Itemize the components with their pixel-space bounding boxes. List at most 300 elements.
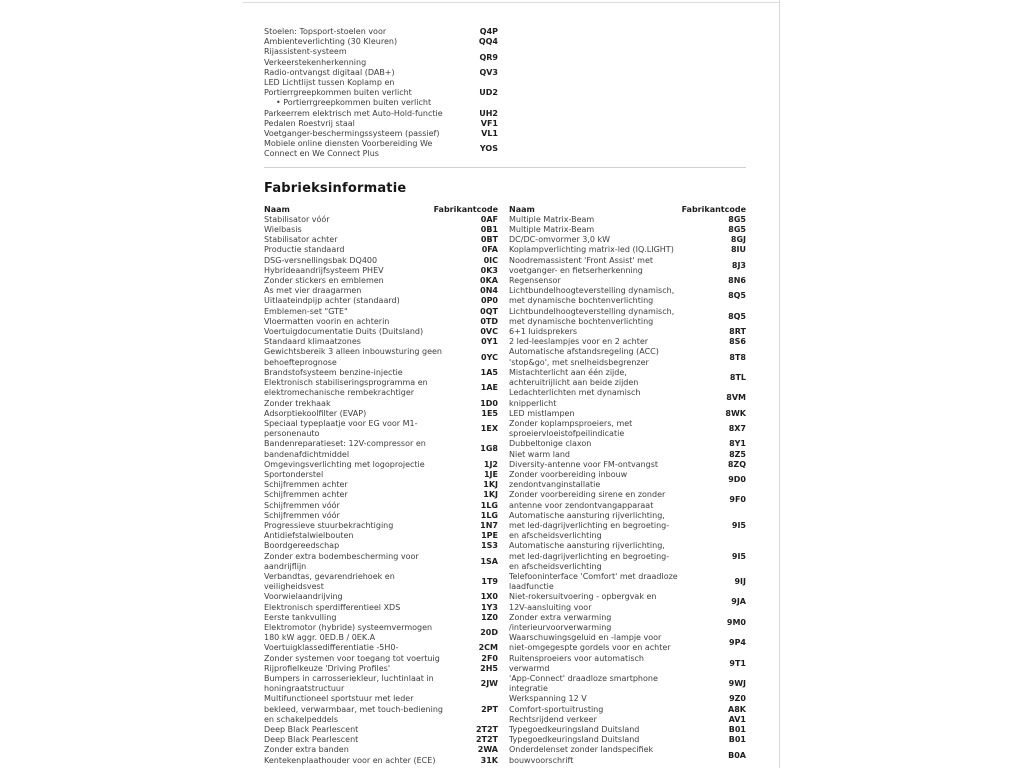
factory-row-name [264, 276, 476, 286]
factory-row-code: 0KA [480, 276, 498, 286]
factory-row-code: 1EX [480, 424, 498, 433]
factory-row-name-line: Telefooninterface 'Comfort' met draadloze [509, 571, 678, 581]
factory-row-name [264, 735, 472, 745]
factory-row [509, 276, 746, 286]
option-row-code: VL1 [481, 129, 498, 139]
factory-row [264, 347, 498, 367]
factory-row-name-line: Rijprofielkeuze 'Driving Profiles' [264, 663, 391, 673]
factory-row [509, 419, 746, 439]
factory-row-name-line: elektromechanische rembekrachtiger [264, 388, 415, 398]
factory-row-name [509, 490, 725, 510]
factory-row-name [264, 245, 478, 255]
factory-row-name-line: Deep Black Pearlescent [264, 725, 359, 734]
factory-row-name-line: Lichtbundelhoogteverstelling dynamisch, [509, 286, 675, 296]
factory-row-name [264, 521, 476, 531]
option-row-code: Q4P [479, 27, 498, 36]
factory-row-name [509, 694, 725, 704]
column-header-fabrikantcode: Fabrikantcode [681, 204, 746, 214]
factory-row-name-line: Hybrideaandrijfsysteem PHEV [264, 265, 384, 275]
factory-row-name-line: Lichtbundelhoogteverstelling dynamisch, [509, 306, 675, 316]
factory-row-name-line: LED mistlampen [509, 408, 575, 418]
factory-row-code: 8X7 [728, 424, 746, 433]
factory-row-name-line: Bumpers in carrosseriekleur, luchtinlaat in [264, 673, 434, 683]
factory-row-code: B0A [728, 750, 746, 760]
option-row [264, 68, 498, 78]
factory-row-name [264, 327, 476, 337]
factory-row-code: 8G5 [728, 225, 746, 235]
factory-row-code: 1JE [483, 469, 498, 479]
factory-row-code: 1E5 [481, 408, 498, 418]
factory-row-name-line: integratie [509, 684, 548, 694]
factory-row [509, 388, 746, 408]
factory-row [264, 531, 498, 541]
factory-row-code: 2JW [480, 679, 498, 689]
factory-row [264, 266, 498, 276]
factory-row-name-line: Zonder voorbereiding inbouw [509, 469, 628, 479]
factory-row-code: A8K [728, 704, 746, 714]
option-row-code: QV3 [479, 67, 498, 77]
factory-row [264, 756, 498, 766]
column-header-row [264, 205, 498, 215]
option-row [264, 109, 498, 119]
factory-row-name-line: veiligheidsvest [264, 582, 324, 592]
option-row [264, 119, 498, 129]
factory-row-name [509, 215, 724, 225]
factory-row-name-line: Bandenreparatieset: 12V-compressor en [264, 439, 426, 449]
factory-row-name-line: achteruitrijlicht aan beide zijden [509, 378, 639, 388]
factory-row-name-line: bekleed, verwarmbaar, met touch-bediening [264, 704, 443, 714]
factory-row-name-line: verwarmd [509, 663, 550, 673]
factory-row [264, 327, 498, 337]
factory-row-name-line: Zonder stickers en emblemen [264, 276, 384, 286]
factory-row-name-line: Elektronisch stabiliseringsprogramma en [264, 378, 428, 388]
factory-row-name-line: Progressieve stuurbekrachtiging [264, 520, 394, 530]
factory-row-name [509, 368, 726, 388]
factory-row-name [264, 235, 477, 245]
factory-row-name-line: Kentekenplaathouder voor en achter (ECE) [264, 755, 436, 765]
factory-row-name-line: voetganger- en fietserherkenning [509, 265, 643, 275]
option-row-name [264, 129, 477, 139]
factory-row-name-line: Schijfremmen achter [264, 480, 348, 490]
factory-row-name-line: Zonder extra banden [264, 745, 349, 755]
factory-row-name-line: Voertuigklassedifferentiatie -5H0- [264, 643, 399, 653]
factory-row-name-line: Automatische afstandsregeling (ACC) [509, 347, 659, 357]
factory-row [264, 745, 498, 755]
section-divider [264, 167, 746, 168]
factory-row [509, 307, 746, 327]
factory-row-name-line: Stabilisator achter [264, 235, 338, 245]
factory-row-name [264, 643, 475, 653]
option-row-name [264, 109, 475, 119]
factory-row-name [264, 490, 479, 500]
factory-row [264, 654, 498, 664]
factory-row-name [509, 419, 725, 439]
factory-row-name-line: Eerste tankvulling [264, 612, 337, 622]
factory-row-name [264, 256, 480, 266]
factory-row-name [264, 225, 477, 235]
option-row-name [264, 139, 476, 159]
option-row-name-line: Radio-ontvangst digitaal (DAB+) [264, 67, 395, 77]
option-row-name [264, 27, 476, 37]
factory-row-code: 1Y3 [481, 602, 498, 612]
factory-row-name [264, 694, 477, 725]
factory-row-name-line: Speciaal typeplaatje voor EG voor M1- [264, 418, 418, 428]
factory-row-code: 9P4 [729, 638, 746, 648]
factory-row-name [264, 501, 477, 511]
factory-row-name [509, 450, 725, 460]
factory-row [264, 409, 498, 419]
factory-row-name [264, 664, 476, 674]
factory-row [509, 337, 746, 347]
factory-row [264, 664, 498, 674]
factory-row-code: 1A5 [480, 367, 498, 377]
factory-row-name [509, 592, 727, 612]
factory-row-name-line: Noodremassistent 'Front Assist' met [509, 255, 654, 265]
factory-row-code: 1G8 [480, 444, 498, 454]
factory-row-name-line: Zonder extra bodembescherming voor [264, 551, 419, 561]
factory-row-name-line: antenne voor zendontvangapparaat [509, 500, 654, 510]
factory-row-name [264, 419, 477, 439]
factory-row-name-line: met led-dagrijverlichting en begroeting- [509, 520, 670, 530]
factory-row-code: 9IJ [734, 577, 746, 587]
factory-info-left-column [264, 205, 498, 766]
factory-row-name-line: laadfunctie [509, 582, 554, 592]
factory-row-name [264, 266, 477, 276]
factory-row [509, 409, 746, 419]
option-row [264, 47, 498, 67]
option-row [264, 129, 498, 139]
factory-row-name-line: bandenafdichtmiddel [264, 449, 350, 459]
factory-row-name [509, 347, 725, 367]
document-content [264, 27, 746, 766]
option-row-name-line: Portierrgreepkommen buiten verlicht [264, 88, 412, 98]
factory-row-name [509, 225, 724, 235]
factory-row-code: 0K3 [480, 265, 498, 275]
factory-row-name-line: Verbandtas, gevarendriehoek en [264, 571, 395, 581]
factory-row-code: 1T9 [481, 577, 498, 587]
factory-row-code: 8WK [725, 408, 746, 418]
factory-row-name-line: DC/DC-omvormer 3,0 kW [509, 235, 611, 245]
factory-row-name-line: Schijfremmen achter [264, 490, 348, 500]
factory-row-code: 1D0 [480, 398, 498, 408]
factory-row [264, 470, 498, 480]
factory-row-name [509, 745, 724, 765]
factory-row-name [264, 368, 477, 378]
factory-row-name [509, 613, 723, 633]
factory-row-name-line: zendontvanginstallatie [509, 480, 601, 490]
factory-row [509, 327, 746, 337]
factory-row [264, 225, 498, 235]
factory-row-name-line: Waarschuwingsgeluid en -lampje voor [509, 633, 662, 643]
factory-row-name-line: 2 led-leeslampjes voor en 2 achter [509, 337, 649, 347]
factory-row [264, 613, 498, 623]
factory-row [264, 460, 498, 470]
factory-row-name [264, 745, 474, 755]
factory-row-code: 0B1 [480, 225, 498, 235]
factory-row-code: 2CM [478, 643, 498, 653]
factory-row-code: AV1 [728, 714, 746, 724]
factory-row-name-line: Voorwielaandrijving [264, 592, 343, 602]
factory-info-right-rows [509, 215, 746, 766]
option-row-name-line: Ambienteverlichting (30 Kleuren) [264, 37, 398, 47]
factory-row [509, 572, 746, 592]
factory-row [264, 235, 498, 245]
option-row-code: UH2 [479, 108, 498, 118]
factory-row-name-line: Diversity-antenne voor FM-ontvangst [509, 459, 659, 469]
factory-row-name-line: 'stop&go', met snelheidsbegrenzer [509, 357, 649, 367]
equipment-options-list [264, 27, 498, 160]
factory-row-name [509, 470, 724, 490]
factory-row [509, 215, 746, 225]
factory-row-name [509, 715, 725, 725]
factory-row [264, 276, 498, 286]
factory-row-name [509, 511, 728, 542]
factory-row-code: 0IC [483, 255, 498, 265]
factory-row-name [264, 531, 477, 541]
factory-row-name [509, 460, 724, 470]
factory-row-name-line: 6+1 luidsprekers [509, 327, 578, 337]
factory-row [509, 715, 746, 725]
factory-row-code: 9M0 [726, 617, 746, 627]
factory-row-code: 2H5 [480, 663, 498, 673]
factory-row-name [509, 633, 725, 653]
factory-row-name-line: Zonder extra verwarming [509, 612, 612, 622]
factory-row-name-line: DSG-versnellingsbak DQ400 [264, 255, 378, 265]
factory-row-code: 8IU [730, 245, 746, 255]
option-row-name [264, 68, 475, 78]
factory-row-name [509, 256, 728, 276]
factory-row-name [509, 725, 725, 735]
factory-row-name [509, 327, 725, 337]
factory-row-name [264, 409, 477, 419]
factory-row-code: 1KJ [483, 490, 498, 500]
factory-row [264, 378, 498, 398]
factory-row-name-line: Comfort-sportuitrusting [509, 704, 604, 714]
factory-row-name-line: honingraatstructuur [264, 684, 345, 694]
factory-row-code: 9WJ [728, 679, 746, 689]
factory-row-name [509, 235, 727, 245]
factory-row [264, 694, 498, 725]
factory-row-name [509, 572, 730, 592]
option-row-code: QR9 [479, 52, 498, 62]
factory-row-name-line: Regensensor [509, 276, 561, 286]
option-row-name [264, 47, 475, 67]
factory-row-code: 9I5 [731, 551, 746, 561]
factory-row-name-line: Schijfremmen vóór [264, 510, 340, 520]
factory-row-code: 0VC [480, 327, 498, 337]
factory-row-code: 1X0 [480, 592, 498, 602]
option-row-name-line: Stoelen: Topsport-stoelen voor [264, 27, 387, 36]
factory-row [264, 501, 498, 511]
factory-row-name [264, 460, 480, 470]
factory-row [264, 317, 498, 327]
factory-row-code: 8T8 [729, 352, 746, 362]
factory-row-code: 20D [480, 628, 498, 638]
factory-row-name [509, 439, 725, 449]
factory-row-code: 2T2T [475, 735, 498, 745]
option-row-name-line: Mobiele online diensten Voorbereiding We [264, 139, 433, 149]
factory-row-name [264, 613, 477, 623]
factory-row [509, 245, 746, 255]
factory-row [264, 511, 498, 521]
factory-row-code: 1Z0 [481, 612, 498, 622]
factory-row-code: 8RT [729, 327, 746, 337]
factory-row [264, 572, 498, 592]
factory-row [264, 296, 498, 306]
factory-row [264, 368, 498, 378]
factory-row-name [509, 286, 724, 306]
factory-row-name-line: niet-omgegespte gordels voor en achter [509, 643, 671, 653]
factory-row-name [509, 541, 728, 572]
factory-row-code: 1PE [481, 531, 498, 541]
factory-row-name-line: Typegoedkeuringsland Duitsland [509, 735, 640, 745]
factory-row-name [264, 654, 477, 664]
factory-row-code: 8VM [726, 393, 746, 403]
factory-row-name-line: Emblemen-set "GTE" [264, 306, 348, 316]
factory-row [509, 745, 746, 765]
option-row [264, 78, 498, 109]
factory-row-name-line: Dubbeltonige claxon [509, 439, 592, 449]
factory-row-name-line: sproeiervloeistofpeilindicatie [509, 429, 625, 439]
factory-row-name [264, 317, 476, 327]
factory-row [264, 603, 498, 613]
factory-row [509, 705, 746, 715]
factory-row-name-line: Voertuigdocumentatie Duits (Duitsland) [264, 327, 424, 337]
option-row-name-line: Pedalen Roestvrij staal [264, 118, 355, 128]
factory-row [264, 245, 498, 255]
option-row-name-line: Connect en We Connect Plus [264, 149, 379, 159]
factory-row [509, 541, 746, 572]
factory-row-code: 9T1 [729, 658, 746, 668]
factory-row [264, 541, 498, 551]
factory-row-name-line: As met vier draagarmen [264, 286, 362, 296]
factory-row [264, 521, 498, 531]
factory-row-code: 1LG [480, 510, 498, 520]
factory-row-code: 0YC [481, 352, 498, 362]
factory-row [509, 725, 746, 735]
factory-row-name-line: Zonder koplampsproeiers, met [509, 418, 633, 428]
factory-row-name-line: Elektromotor (hybride) systeemvermogen [264, 622, 433, 632]
factory-row-code: 1N7 [480, 520, 498, 530]
factory-row-name-line: Multiple Matrix-Beam [509, 225, 595, 235]
factory-row-code: B01 [728, 735, 746, 745]
factory-row-name-line: Schijfremmen vóór [264, 500, 340, 510]
factory-row-code: 9JA [731, 597, 746, 607]
factory-row-name [264, 296, 477, 306]
factory-row [264, 419, 498, 439]
factory-row [264, 490, 498, 500]
factory-row-code: 8J3 [731, 260, 746, 270]
factory-row [509, 347, 746, 367]
factory-row-name-line: Deep Black Pearlescent [264, 735, 359, 745]
factory-row [264, 480, 498, 490]
factory-row [509, 592, 746, 612]
factory-row-code: 1LG [480, 500, 498, 510]
factory-row [509, 235, 746, 245]
factory-row-name [264, 347, 477, 367]
factory-row [509, 460, 746, 470]
option-row-name-line: Verkeerstekenherkenning [264, 57, 367, 67]
factory-row-code: 8ZQ [727, 459, 746, 469]
factory-row-name [509, 409, 721, 419]
factory-row-name-line: Niet-rokersuitvoering - opbergvak en [509, 592, 657, 602]
factory-row-name [264, 215, 477, 225]
factory-row-code: 9I5 [731, 520, 746, 530]
factory-row [264, 307, 498, 317]
factory-row-name-line: Mistachterlicht aan één zijde, [509, 367, 627, 377]
factory-row-name-line: Rechtsrijdend verkeer [509, 714, 597, 724]
factory-row-name-line: en afscheidsverlichting [509, 531, 602, 541]
factory-row [509, 490, 746, 510]
factory-row-name [509, 388, 722, 408]
factory-row-code: 0FA [481, 245, 498, 255]
factory-row [509, 450, 746, 460]
factory-row-code: 0Y1 [481, 337, 498, 347]
factory-row [264, 256, 498, 266]
factory-row-code: 8Z5 [729, 449, 746, 459]
factory-row-name [264, 307, 476, 317]
factory-row [264, 552, 498, 572]
factory-info-left-rows [264, 215, 498, 766]
factory-row-name [264, 756, 477, 766]
factory-row-code: 0TD [480, 316, 498, 326]
factory-row-code: 8N6 [728, 276, 746, 286]
factory-row-code: 2PT [481, 704, 498, 714]
factory-row-name-line: Niet warm land [509, 449, 571, 459]
factory-row-name [509, 674, 725, 694]
factory-row [264, 337, 498, 347]
factory-row-name-line: Omgevingsverlichting met logoprojectie [264, 459, 425, 469]
factory-row-code: 0P0 [481, 296, 498, 306]
factory-row [264, 674, 498, 694]
page-top-border [243, 2, 779, 3]
factory-row-code: 0QT [480, 306, 498, 316]
option-row-name [264, 37, 475, 47]
factory-row-code: 2WA [477, 745, 498, 755]
factory-row [509, 470, 746, 490]
option-row-name [264, 119, 477, 129]
option-row-code: VF1 [480, 118, 498, 128]
factory-row-name-line: Multifunctioneel sportstuur met leder [264, 694, 414, 704]
factory-row [509, 511, 746, 542]
factory-row-code: 9F0 [729, 495, 746, 505]
factory-row-code: 2T2T [475, 725, 498, 734]
option-row [264, 139, 498, 159]
factory-row-name [264, 541, 477, 551]
factory-row-name-line: Zonder systemen voor toegang tot voertuig [264, 653, 440, 663]
factory-row-name [264, 470, 480, 480]
factory-row-name-line: Elektronisch sperdifferentieel XDS [264, 602, 401, 612]
option-row-name-line: Rijassistent-systeem [264, 47, 347, 57]
factory-row [509, 225, 746, 235]
option-row-name-line: Parkeerrem elektrisch met Auto-Hold-functie [264, 108, 443, 118]
page-right-border [779, 0, 780, 768]
factory-row-code: 8Q5 [728, 311, 746, 321]
factory-row-name [264, 552, 476, 572]
factory-row-name-line: Zonder trekhaak [264, 398, 331, 408]
factory-row-name-line: 'App-Connect' draadloze smartphone [509, 673, 658, 683]
factory-row-code: 0N4 [480, 286, 498, 296]
factory-row-name [264, 511, 477, 521]
factory-info-table [264, 205, 746, 766]
factory-row-name [509, 245, 727, 255]
factory-row-code: B01 [728, 725, 746, 734]
factory-row-name-line: aandrijflijn [264, 561, 307, 571]
factory-row-name [264, 378, 477, 398]
factory-row-name [264, 286, 476, 296]
factory-row-code: 9Z0 [729, 694, 746, 704]
option-row-name-line: Voetganger-beschermingssysteem (passief) [264, 129, 440, 139]
